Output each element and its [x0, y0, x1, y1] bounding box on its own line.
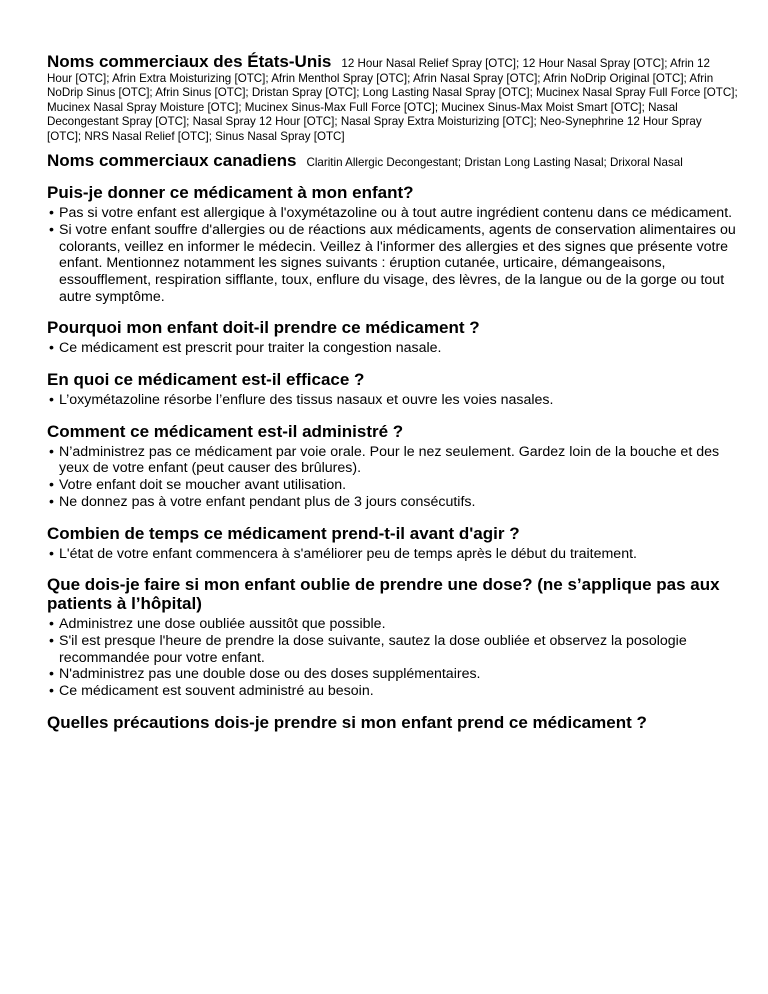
section-how-effective — [47, 370, 738, 409]
section-heading: Pourquoi mon enfant doit-il prendre ce médicament ? — [47, 318, 480, 338]
section-heading: Comment ce médicament est-il administré ? — [47, 421, 404, 441]
list-item: • N'administrez pas une double dose ou des doses supplémentaires. — [47, 666, 738, 683]
us-brand-list: 12 Hour Nasal Relief Spray [OTC]; 12 Hour Nasal Spray [OTC]; Afrin 12 Hour [OTC]; Afrin Extra Moisturizing [OTC]; Afrin Menthol Spray [OTC]; Afrin Nasal Spray [OTC]; Afrin NoDrip Original [OTC]; Afrin NoDrip Sinus [OTC]; Afrin Sinus [OTC]; Dristan Spray [OTC]; Long Lasting Nasal Spray [OTC]; Mucinex Nasal Spray Full Force [OTC]; Mucinex Nasal Spray Moisture [OTC]; Mucinex Sinus-Max Full Force [OTC]; Mucinex Sinus-Max Moist Smart [OTC]; Nasal Decongestant Spray [OTC]; Nasal Spray 12 Hour [OTC]; Nasal Spray Extra Moisturizing [OTC]; Neo-Synephrine 12 Hour Spray [OTC]; NRS Nasal Relief [OTC]; Sinus Nasal Spray [OTC] — [47, 57, 738, 143]
list-item: • L'état de votre enfant commencera à s'améliorer peu de temps après le début du traitement. — [47, 546, 738, 563]
list-item: • N’administrez pas ce médicament par voie orale. Pour le nez seulement. Gardez loin de la bouche et des yeux de votre enfant (peut causer des brûlures). — [47, 444, 738, 477]
list-item: • L’oxymétazoline résorbe l’enflure des tissus nasaux et ouvre les voies nasales. — [47, 392, 738, 409]
section-why-take — [47, 318, 738, 357]
bullet-list — [47, 205, 738, 305]
list-item: • Ce médicament est prescrit pour traiter la congestion nasale. — [47, 340, 738, 357]
section-give-to-child — [47, 183, 738, 305]
section-heading: Combien de temps ce médicament prend-t-il avant d'agir ? — [47, 523, 520, 543]
canadian-brand-list: Claritin Allergic Decongestant; Dristan Long Lasting Nasal; Drixoral Nasal — [306, 155, 683, 169]
us-brand-names — [47, 52, 738, 145]
section-precautions — [47, 713, 738, 732]
bullet-list — [47, 546, 738, 563]
bullet-list — [47, 444, 738, 511]
bullet-list — [47, 392, 738, 409]
section-heading: Que dois-je faire si mon enfant oublie de prendre une dose? (ne s’applique pas aux patients à l’hôpital) — [47, 575, 720, 614]
canadian-brand-heading: Noms commerciaux canadiens — [47, 150, 297, 170]
section-heading: Puis-je donner ce médicament à mon enfant? — [47, 183, 414, 203]
bullet-list — [47, 616, 738, 700]
list-item: • Pas si votre enfant est allergique à l'oxymétazoline ou à tout autre ingrédient contenu dans ce médicament. — [47, 205, 738, 222]
section-heading: En quoi ce médicament est-il efficace ? — [47, 370, 365, 390]
section-heading: Quelles précautions dois-je prendre si mon enfant prend ce médicament ? — [47, 712, 647, 732]
us-brand-heading: Noms commerciaux des États-Unis — [47, 52, 332, 71]
section-time-to-act — [47, 524, 738, 563]
section-missed-dose — [47, 575, 738, 700]
section-how-administered — [47, 422, 738, 511]
bullet-list — [47, 340, 738, 357]
list-item: • Votre enfant doit se moucher avant utilisation. — [47, 477, 738, 494]
list-item: • Si votre enfant souffre d'allergies ou de réactions aux médicaments, agents de conservation alimentaires ou colorants, veillez en informer le médecin. Veillez à l'informer des allergies et des signes que présente votre enfant. Mentionnez notamment les signes suivants : éruption cutanée, urticaire, démangeaisons, essoufflement, respiration sifflante, toux, enflure du visage, des lèvres, de la langue ou de la gorge ou tout autre symptôme. — [47, 222, 738, 306]
list-item: • Ne donnez pas à votre enfant pendant plus de 3 jours consécutifs. — [47, 494, 738, 511]
canadian-brand-names — [47, 150, 738, 171]
list-item: • S'il est presque l'heure de prendre la dose suivante, sautez la dose oubliée et observez la posologie recommandée pour votre enfant. — [47, 633, 738, 666]
list-item: • Administrez une dose oubliée aussitôt que possible. — [47, 616, 738, 633]
list-item: • Ce médicament est souvent administré au besoin. — [47, 683, 738, 700]
